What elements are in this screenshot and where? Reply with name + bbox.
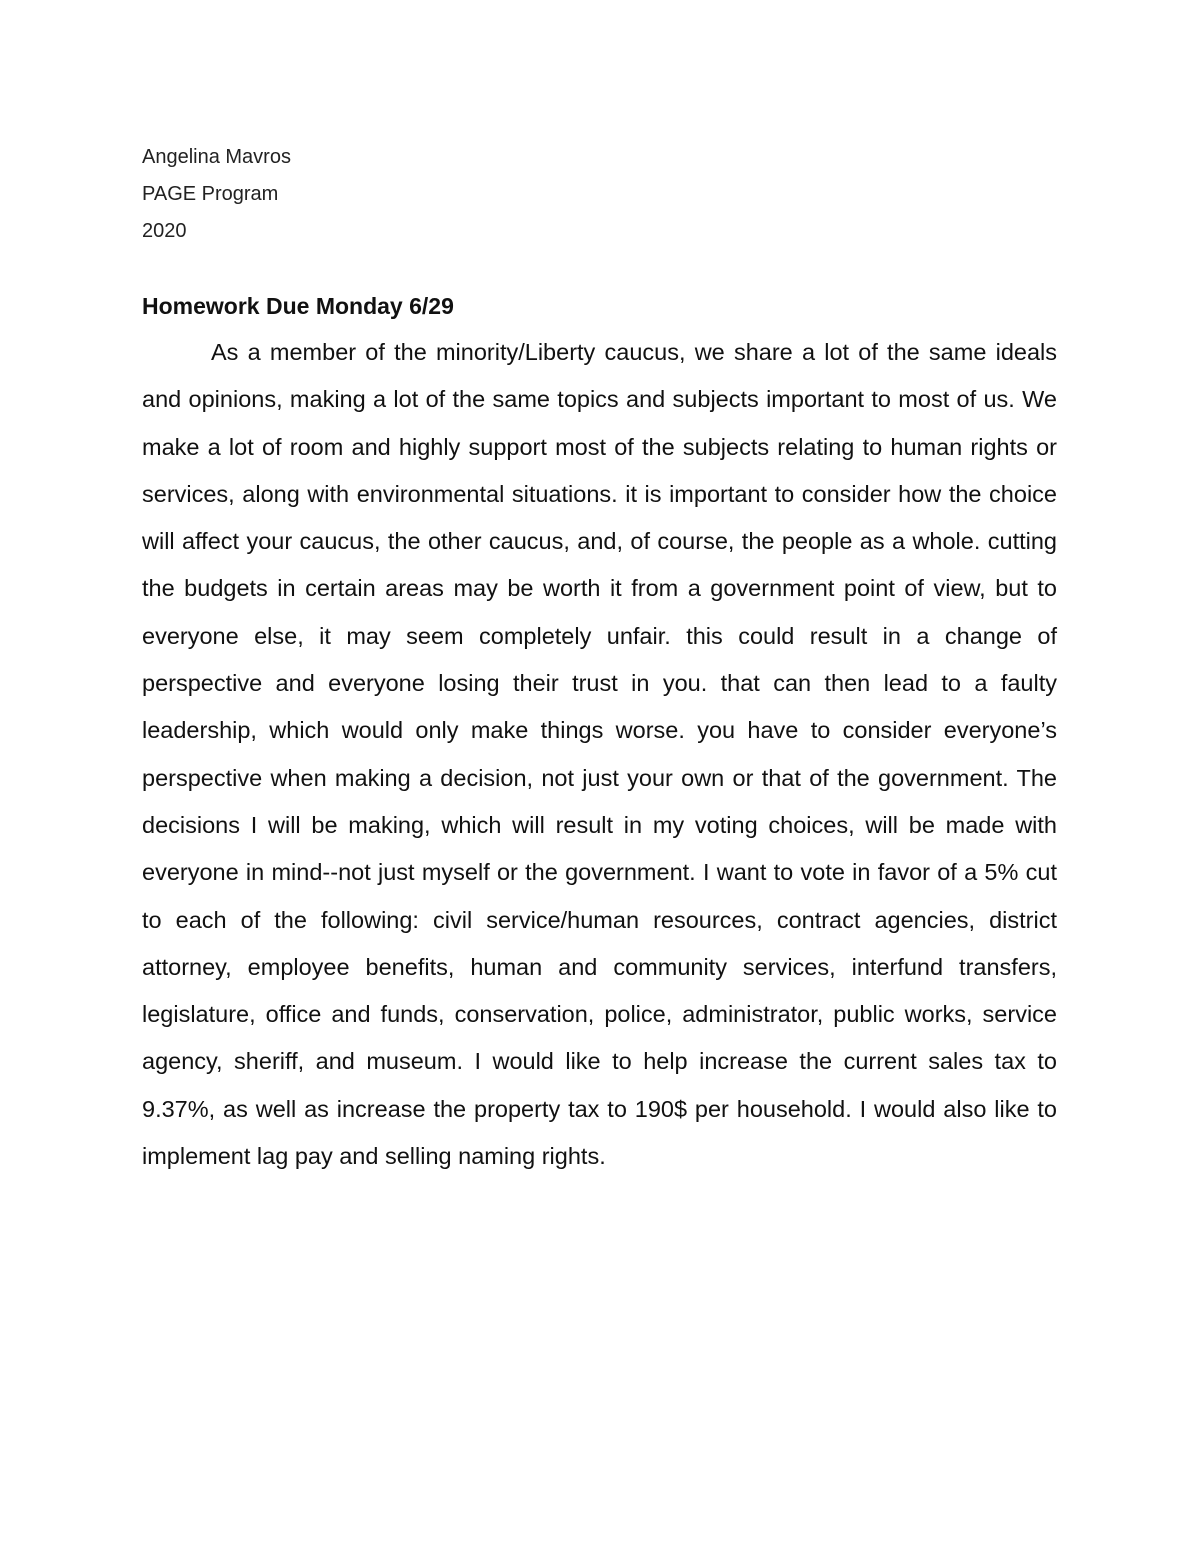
author-name: Angelina Mavros xyxy=(142,146,291,168)
document-header xyxy=(142,139,742,250)
document-year: 2020 xyxy=(142,220,187,242)
program-name: PAGE Program xyxy=(142,183,279,205)
document-title: Homework Due Monday 6/29 xyxy=(142,293,454,319)
body-paragraph: As a member of the minority/Liberty caucus, we share a lot of the same ideals and opinions, making a lot of the same topics and subjects important to most of us. We make a lot of room and highly support most of the subjects relating to human rights or services, along with environmental situations. it is important to consider how the choice will affect your caucus, the other caucus, and, of course, the people as a whole. cutting the budgets in certain areas may be worth it from a government point of view, but to everyone else, it may seem completely unfair. this could result in a change of perspective and everyone losing their trust in you. that can then lead to a faulty leadership, which would only make things worse. you have to consider everyone’s perspective when making a decision, not just your own or that of the government. The decisions I will be making, which will result in my voting choices, will be made with everyone in mind--not just myself or the government. I want to vote in favor of a 5% cut to each of the following: civil service/human resources, contract agencies, district attorney, employee benefits, human and community services, interfund transfers, legislature, office and funds, conservation, police, administrator, public works, service agency, sheriff, and museum. I would like to help increase the current sales tax to 9.37%, as well as increase the property tax to 190$ per household. I would also like to implement lag pay and selling naming rights. xyxy=(142,339,1057,1170)
